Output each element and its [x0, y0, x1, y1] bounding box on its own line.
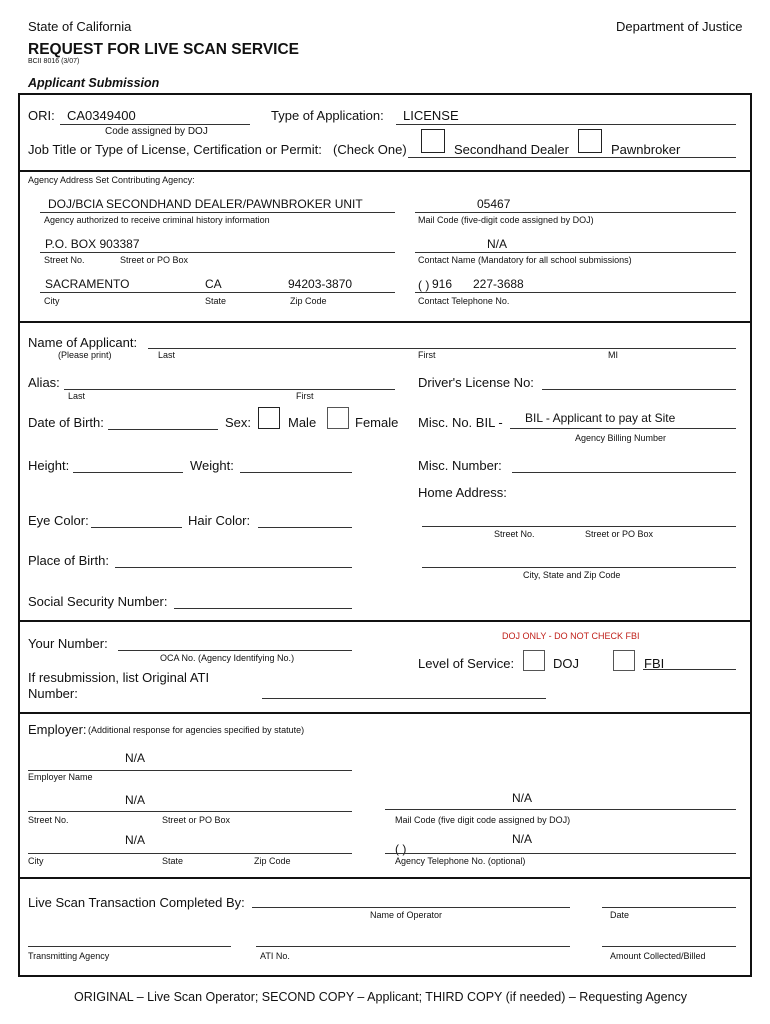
employer-name-underline: [28, 770, 352, 771]
form-title: REQUEST FOR LIVE SCAN SERVICE: [28, 41, 300, 58]
agency-city[interactable]: SACRAMENTO: [45, 277, 130, 291]
please-print-caption: (Please print): [58, 350, 112, 360]
resubmission-number-label: Number:: [28, 686, 78, 701]
employer-street-caption: Street or PO Box: [162, 815, 231, 825]
eye-color-label: Eye Color:: [28, 513, 89, 528]
female-checkbox[interactable]: [327, 407, 349, 429]
alias-underline[interactable]: [64, 389, 395, 390]
section-divider: [18, 620, 752, 622]
agency-name-underline: [40, 212, 395, 213]
alias-last-caption: Last: [68, 391, 86, 401]
employer-name-caption: Employer Name: [28, 772, 93, 782]
sex-label: Sex:: [225, 415, 252, 430]
job-title-label: Job Title or Type of License, Certification or Permit:: [28, 142, 322, 157]
ati-number-field[interactable]: [262, 698, 546, 699]
city-caption: City: [44, 296, 60, 306]
doj-label: DOJ: [553, 656, 579, 671]
state-caption: State: [205, 296, 227, 306]
operator-name-field[interactable]: [252, 907, 570, 908]
employer-street-underline: [28, 811, 352, 812]
home-city-caption: City, State and Zip Code: [523, 570, 621, 580]
employer-street-no-caption: Street No.: [28, 815, 69, 825]
secondhand-dealer-checkbox[interactable]: [421, 129, 445, 153]
mail-code-underline: [415, 212, 736, 213]
zip-caption: Zip Code: [290, 296, 327, 306]
section-divider: [18, 170, 752, 172]
applicant-name-underline[interactable]: [148, 348, 736, 349]
hair-color-field[interactable]: [258, 527, 352, 528]
last-name-caption: Last: [158, 350, 176, 360]
employer-mail-caption: Mail Code (five digit code assigned by DOJ): [395, 815, 571, 825]
employer-zip-caption: Zip Code: [254, 856, 291, 866]
pawnbroker-checkbox[interactable]: [578, 129, 602, 153]
contact-caption: Contact Name (Mandatory for all school submissions): [418, 255, 632, 265]
home-street-caption: Street or PO Box: [585, 529, 654, 539]
ori-label: ORI:: [28, 108, 55, 123]
bil-underline: [510, 428, 736, 429]
employer-phone-value[interactable]: N/A: [512, 832, 533, 846]
employer-street-value[interactable]: N/A: [125, 793, 146, 807]
department-label: Department of Justice: [616, 19, 743, 34]
section-title: Applicant Submission: [28, 76, 160, 90]
oca-caption: OCA No. (Agency Identifying No.): [160, 653, 295, 663]
job-underline: [408, 157, 736, 158]
amount-field[interactable]: [602, 946, 736, 947]
fbi-checkbox[interactable]: [613, 650, 635, 671]
employer-mail-value[interactable]: N/A: [512, 791, 533, 805]
fbi-underline: [643, 669, 736, 670]
height-field[interactable]: [73, 472, 183, 473]
employer-phone-caption: Agency Telephone No. (optional): [395, 856, 526, 866]
operator-caption: Name of Operator: [370, 910, 443, 920]
section-divider: [18, 877, 752, 879]
female-label: Female: [355, 415, 399, 430]
alias-first-caption: First: [296, 391, 314, 401]
street-caption: Street or PO Box: [120, 255, 189, 265]
level-of-service-label: Level of Service:: [418, 656, 515, 671]
ssn-label: Social Security Number:: [28, 594, 168, 609]
employer-phone-underline: [385, 853, 736, 854]
form-code: BCII 8016 (3/07): [28, 58, 80, 65]
misc-number-field[interactable]: [512, 472, 736, 473]
employer-city-value[interactable]: N/A: [125, 833, 146, 847]
first-name-caption: First: [418, 350, 436, 360]
employer-city-underline: [28, 853, 352, 854]
agency-zip[interactable]: 94203-3870: [288, 277, 353, 291]
hair-color-label: Hair Color:: [188, 513, 251, 528]
agency-street[interactable]: P.O. BOX 903387: [45, 237, 140, 251]
transmitting-agency-caption: Transmitting Agency: [28, 951, 110, 961]
type-underline: [396, 124, 736, 125]
doj-only-note: DOJ ONLY - DO NOT CHECK FBI: [502, 631, 640, 641]
agency-section-label: Agency Address Set Contributing Agency:: [28, 175, 195, 185]
phone-paren: ( ): [418, 278, 430, 292]
bil-caption: Agency Billing Number: [575, 433, 667, 443]
type-of-application-value[interactable]: LICENSE: [403, 108, 459, 123]
dob-label: Date of Birth:: [28, 415, 104, 430]
applicant-name-label: Name of Applicant:: [28, 335, 138, 350]
home-street-field[interactable]: [422, 526, 736, 527]
mail-code-value[interactable]: 05467: [477, 197, 511, 211]
weight-field[interactable]: [240, 472, 352, 473]
your-number-field[interactable]: [118, 650, 352, 651]
agency-name[interactable]: DOJ/BCIA SECONDHAND DEALER/PAWNBROKER UNIT: [48, 197, 363, 211]
eye-color-field[interactable]: [91, 527, 182, 528]
completed-by-label: Live Scan Transaction Completed By:: [28, 895, 245, 910]
doj-checkbox[interactable]: [523, 650, 545, 671]
section-divider: [18, 712, 752, 714]
date-caption: Date: [610, 910, 630, 920]
place-of-birth-field[interactable]: [115, 567, 352, 568]
bil-value[interactable]: BIL - Applicant to pay at Site: [525, 411, 676, 425]
ati-no-field[interactable]: [256, 946, 570, 947]
male-label: Male: [288, 415, 317, 430]
your-number-label: Your Number:: [28, 636, 108, 651]
ssn-field[interactable]: [174, 608, 352, 609]
ori-caption: Code assigned by DOJ: [105, 126, 208, 137]
area-code[interactable]: 916: [432, 277, 453, 291]
pawnbroker-label: Pawnbroker: [611, 142, 681, 157]
home-city-field[interactable]: [422, 567, 736, 568]
home-address-label: Home Address:: [418, 485, 507, 500]
ati-no-caption: ATI No.: [260, 951, 290, 961]
mail-code-caption: Mail Code (five-digit code assigned by DOJ): [418, 215, 594, 225]
employer-name-value[interactable]: N/A: [125, 751, 146, 765]
misc-bil-label: Misc. No. BIL -: [418, 415, 503, 430]
transmitting-agency-field[interactable]: [28, 946, 231, 947]
employer-state-caption: State: [162, 856, 184, 866]
section-divider: [18, 321, 752, 323]
alias-label: Alias:: [28, 375, 60, 390]
ori-value[interactable]: CA0349400: [67, 108, 136, 123]
city-underline: [40, 292, 395, 293]
contact-name-value[interactable]: N/A: [487, 237, 508, 251]
misc-number-label: Misc. Number:: [418, 458, 502, 473]
type-of-application-label: Type of Application:: [271, 108, 384, 123]
dob-field[interactable]: [108, 429, 218, 430]
phone-underline: [415, 292, 736, 293]
drivers-license-label: Driver's License No:: [418, 375, 534, 390]
place-of-birth-label: Place of Birth:: [28, 553, 109, 568]
employer-mail-underline: [385, 809, 736, 810]
secondhand-dealer-label: Secondhand Dealer: [454, 142, 569, 157]
resubmission-label: If resubmission, list Original ATI: [28, 670, 210, 685]
weight-label: Weight:: [190, 458, 234, 473]
date-field[interactable]: [602, 907, 736, 908]
employer-city-caption: City: [28, 856, 44, 866]
ori-underline: [60, 124, 250, 125]
contact-phone[interactable]: 227-3688: [473, 277, 524, 291]
amount-caption: Amount Collected/Billed: [610, 951, 706, 961]
male-checkbox[interactable]: [258, 407, 280, 429]
drivers-license-field[interactable]: [542, 389, 736, 390]
state-label: State of California: [28, 19, 132, 34]
street-no-caption: Street No.: [44, 255, 85, 265]
mi-caption: MI: [608, 350, 618, 360]
employer-label: Employer:: [28, 722, 87, 737]
agency-state[interactable]: CA: [205, 277, 222, 291]
fbi-label: FBI: [644, 656, 665, 671]
employer-phone-paren: ( ): [395, 842, 407, 856]
agency-street-underline: [40, 252, 395, 253]
phone-caption: Contact Telephone No.: [418, 296, 510, 306]
height-label: Height:: [28, 458, 70, 473]
home-street-no-caption: Street No.: [494, 529, 535, 539]
contact-underline: [415, 252, 736, 253]
check-one-label: (Check One): [333, 142, 407, 157]
employer-note: (Additional response for agencies specified by statute): [88, 725, 305, 735]
agency-name-caption: Agency authorized to receive criminal history information: [44, 215, 270, 225]
copy-distribution-footer: ORIGINAL – Live Scan Operator; SECOND COPY – Applicant; THIRD COPY (if needed) – Requesting Agency: [74, 990, 688, 1004]
